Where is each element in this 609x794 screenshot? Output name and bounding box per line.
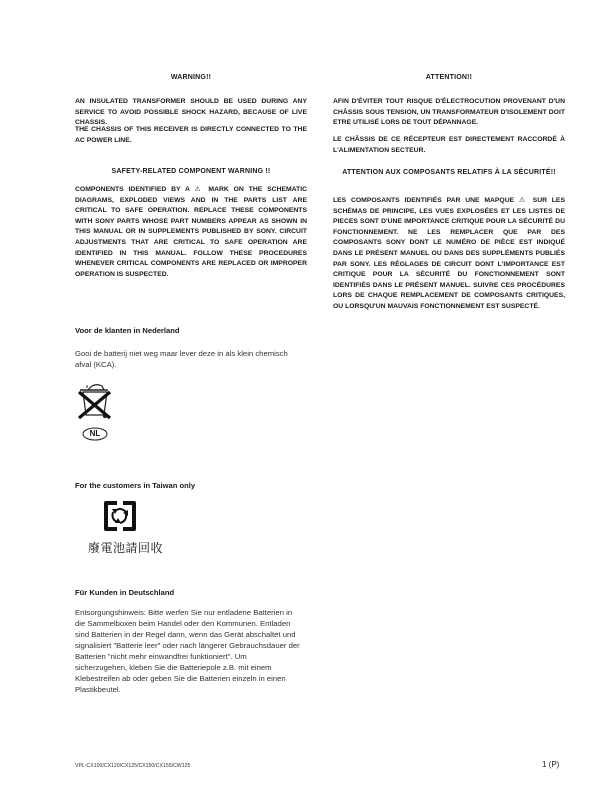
components-text: LES COMPOSANTS IDENTIFIÉS PAR UNE MAPQUE ⚠ SUR LES SCHÉMAS DE PRINCIPE, LES VUES EXPLOSÉES ET LES LISTES DE PIECES SONT D'UNE IMPORTANCE CRITIQUE POUR LA SÉCURITÉ DU FONCTIONNEMENT. NE LES REMPLACER QUE PAR DES COMPOSANTS SONY DONT LE NUMÉRO DE PIÈCE EST INDIQUÉ DANS LE PRÉSENT MANUEL OU DANS DES SUPPLÉMENTS PUBLIÉS PAR SONY. LES RÉGLAGES DE CIRCUIT DONT L'IMPORTANCE EST CRITIQUE POUR LA SÉCURITÉ DU FONCTIONNEMENT SONT IDENTIFIÉS DANS LE PRÉSENT MANUEL. SUIVRE CES PROCÉDURES LORS DE CHAQUE REMPLACEMENT DE COMPOSANTS CRITIQUES, OU LORSQU'UN MAUVAIS FONCTIONNEMENT EST SUSPECTÉ. [333, 197, 565, 310]
taiwan-chinese-text: 廢電池請回收 [88, 541, 164, 555]
footer-models: VPL-CX100/CX120/CX125/CX150/CX155/CW125 [75, 763, 191, 769]
attention-title: ATTENTION!! [425, 74, 473, 81]
germany-text: Entsorgungshinweis: Bitte werfen Sie nur entladene Batterien in die Sammelboxen beim Handel oder den Kommunen. Entladen sind Batterien in der Regel dann, wenn das Gerät abschaltet und signalisiert "Batterie leer" oder nach längerer Gebrauchsdauer der Batterien "nicht mehr einwandfrei funktioniert". Um sicherzugehen, kleben Sie die Batteriepole z.B. mit einem Klebestreifen ab oder geben Sie die Batterien einzeln in einen Plastikbeutel. [75, 608, 300, 694]
safety-title: SAFETY-RELATED COMPONENT WARNING !! [111, 168, 271, 175]
recycle-icon [103, 500, 137, 532]
netherlands-text: Gooi de batterij niet weg maar lever deze in als klein chemisch afval (KCA). [75, 349, 288, 369]
warning-text: AN INSULATED TRANSFORMER SHOULD BE USED DURING ANY SERVICE TO AVOID POSSIBLE SHOCK HAZARD, BECAUSE OF LIVE CHASSIS. [75, 98, 307, 127]
warning-title: WARNING!! [170, 74, 212, 81]
germany-title: Für Kunden in Deutschland [75, 588, 175, 597]
components-title: ATTENTION AUX COMPOSANTS RELATIFS À LA SÉCURITÉ!! [342, 169, 556, 176]
netherlands-title: Voor de klanten in Nederland [75, 326, 180, 335]
warning-text-2: THE CHASSIS OF THIS RECEIVER IS DIRECTLY CONNECTED TO THE AC POWER LINE. [75, 126, 307, 144]
recycling-logo [103, 500, 137, 532]
nl-label: NL [89, 429, 101, 438]
taiwan-title: For the customers in Taiwan only [75, 481, 196, 490]
attention-text: AFIN D'ÉVITER TOUT RISQUE D'ÉLECTROCUTION PROVENANT D'UN CHÂSSIS SOUS TENSION, UN TRANSFORMATEUR D'ISOLEMENT DOIT ETRE UTILISÉ LORS DE TOUT DÉPANNAGE. [333, 98, 565, 127]
kca-battery-disposal-logo [74, 378, 118, 442]
safety-text: COMPONENTS IDENTIFIED BY A ⚠ MARK ON THE SCHEMATIC DIAGRAMS, EXPLODED VIEWS AND IN THE PARTS LIST ARE CRITICAL TO SAFE OPERATION. REPLACE THESE COMPONENTS WITH SONY PARTS WHOSE PART NUMBERS APPEAR AS SHOWN IN THIS MANUAL OR IN SUPPLEMENTS PUBLISHED BY SONY. CIRCUIT ADJUSTMENTS THAT ARE CRITICAL TO SAFE OPERATION ARE IDENTIFIED IN THIS MANUAL. FOLLOW THESE PROCEDURES WHENEVER CRITICAL COMPONENTS ARE REPLACED OR IMPROPER OPERATION IS SUSPECTED. [75, 186, 307, 278]
attention-text-2: LE CHÂSSIS DE CE RÉCEPTEUR EST DIRECTEMENT RACCORDÉ À L'ALIMENTATION SECTEUR. [333, 136, 565, 154]
page-number: 1 (P) [542, 760, 560, 769]
